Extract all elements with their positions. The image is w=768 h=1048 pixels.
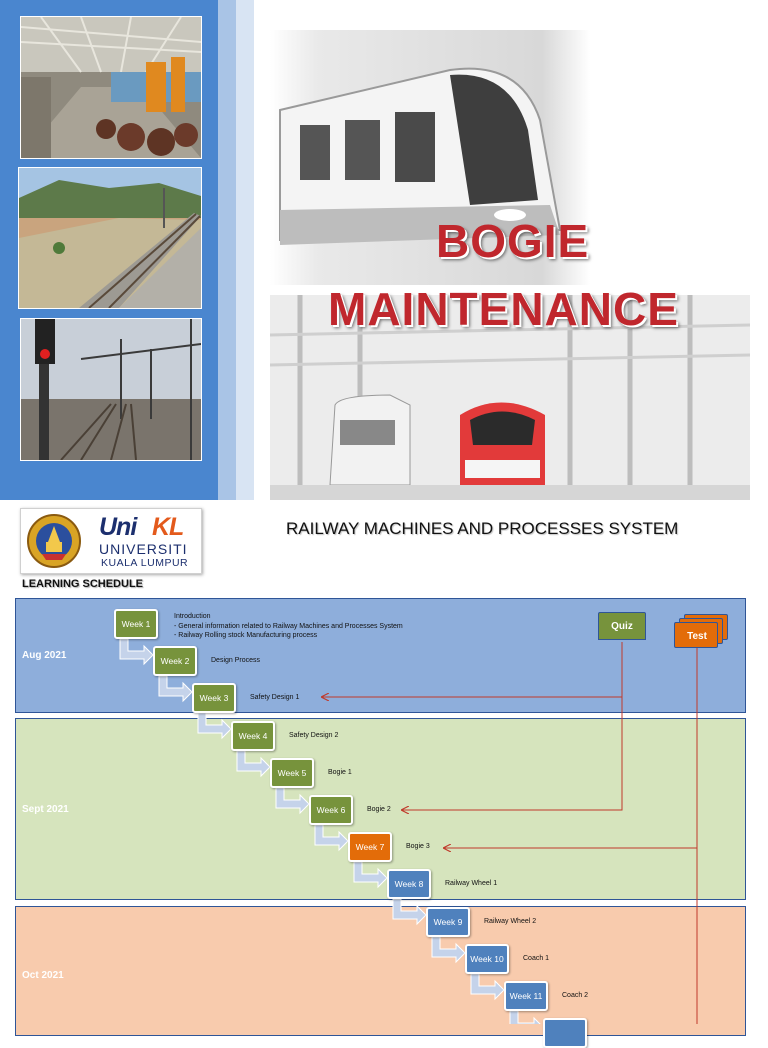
intro-line: - General information related to Railway Machines and Processes System xyxy=(174,623,403,630)
step-arrow xyxy=(198,713,231,738)
week-topic: Coach 2 xyxy=(562,992,589,999)
week-topic: Bogie 3 xyxy=(406,843,430,850)
step-arrow xyxy=(354,862,387,887)
week-step: Week 3 xyxy=(192,683,236,713)
week-step: Week 10 xyxy=(465,944,509,974)
week-topic: Railway Wheel 2 xyxy=(484,918,537,925)
week-step: Week 4 xyxy=(231,721,275,751)
week-topic: Safety Design 1 xyxy=(250,694,300,701)
week-topic: Safety Design 2 xyxy=(289,732,339,739)
week-topic: Coach 1 xyxy=(523,955,550,962)
step-arrow xyxy=(393,899,426,924)
logo-brand-uni: Uni xyxy=(99,513,137,541)
week-step: Week 2 xyxy=(153,646,197,676)
intro-line: - Railway Rolling stock Manufacturing process xyxy=(174,632,318,639)
step-arrow xyxy=(510,1011,543,1024)
step-arrow xyxy=(471,974,504,999)
document-subtitle: RAILWAY MACHINES AND PROCESSES SYSTEM xyxy=(286,519,679,538)
week-step: Week 6 xyxy=(309,795,353,825)
week-step: Week 1 xyxy=(114,609,158,639)
quiz-badge: Quiz xyxy=(598,612,646,640)
week-topic: Bogie 1 xyxy=(328,769,352,776)
logo-brand-kl: KL xyxy=(152,513,184,541)
step-arrow xyxy=(237,751,270,776)
test-badge xyxy=(674,614,728,650)
step-arrow xyxy=(432,937,465,962)
week-step: Week 5 xyxy=(270,758,314,788)
logo-university-text: UNIVERSITI xyxy=(99,541,188,557)
month-label: Aug 2021 xyxy=(22,650,67,661)
week-step: Week 11 xyxy=(504,981,548,1011)
week-step: Week 9 xyxy=(426,907,470,937)
step-arrow xyxy=(315,825,348,850)
step-arrow xyxy=(120,639,153,664)
week-step: Week 7 xyxy=(348,832,392,862)
document-title-line-1: BOGIE xyxy=(436,215,590,267)
week-topic: Railway Wheel 1 xyxy=(445,880,498,887)
month-label: Sept 2021 xyxy=(22,804,69,815)
week-topic: Design Process xyxy=(211,657,261,664)
step-arrow xyxy=(276,788,309,813)
month-label: Oct 2021 xyxy=(22,970,64,981)
schedule-heading: LEARNING SCHEDULE xyxy=(22,578,144,590)
step-arrow xyxy=(159,676,192,701)
logo-city-text: KUALA LUMPUR xyxy=(101,557,189,569)
document-title-line-2: MAINTENANCE xyxy=(328,283,679,335)
test-label: Test xyxy=(687,630,707,642)
week-topic: Bogie 2 xyxy=(367,806,391,813)
week-step: Week 8 xyxy=(387,869,431,899)
intro-line: Introduction xyxy=(174,613,211,620)
week-step xyxy=(543,1018,587,1048)
